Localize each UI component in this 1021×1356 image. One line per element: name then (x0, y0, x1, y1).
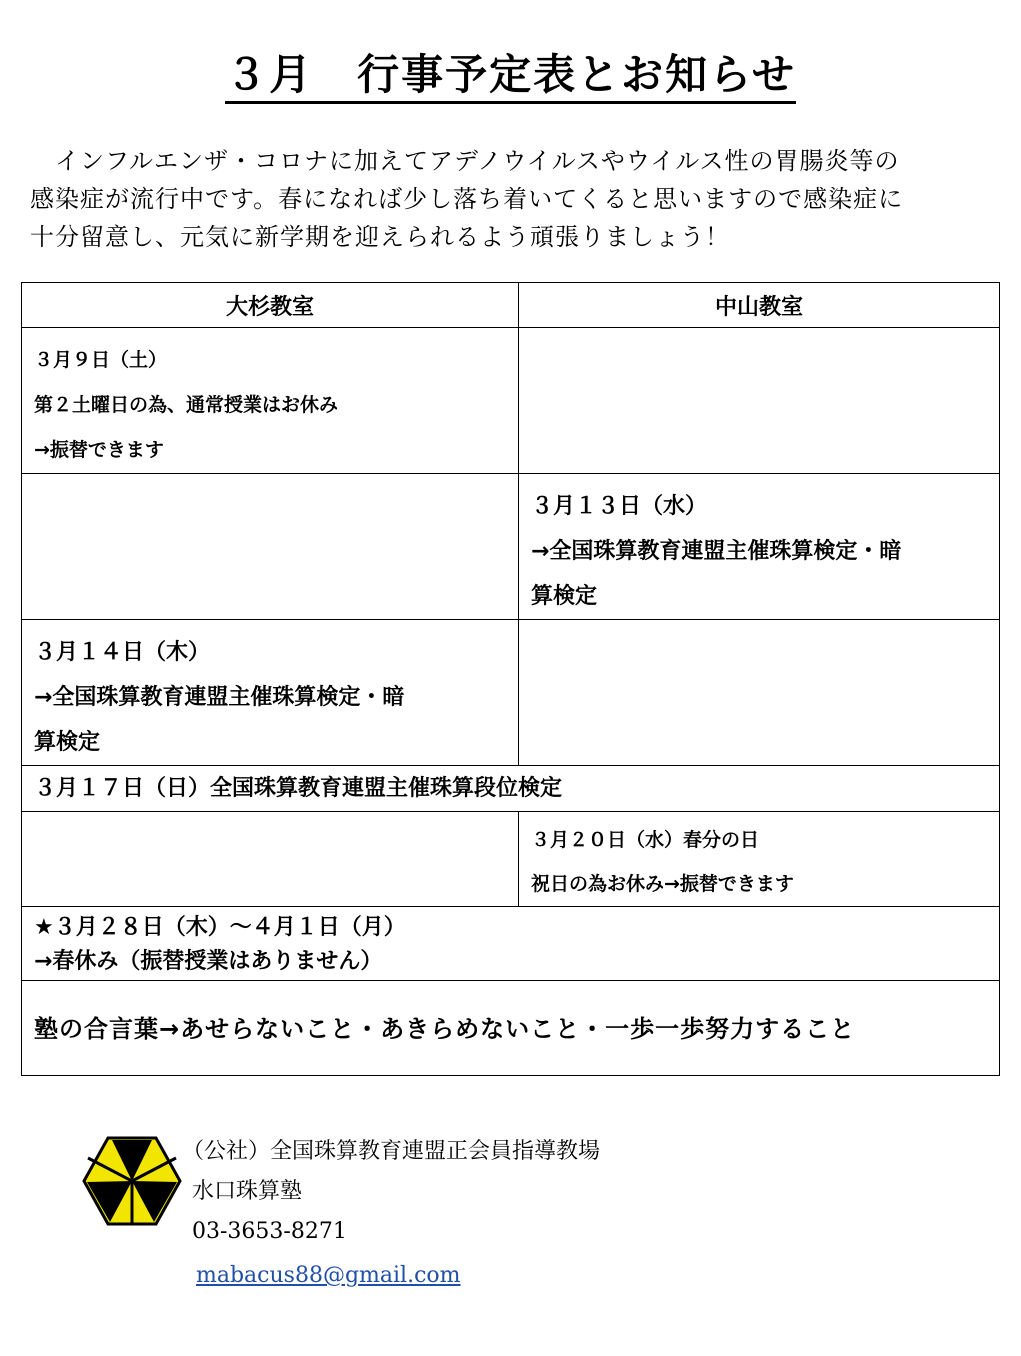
footer (82, 1134, 782, 1314)
event-text: 算検定 (34, 730, 101, 755)
phone-number: 03-3653-8271 (192, 1219, 347, 1244)
schedule-cell-osugi (22, 620, 519, 766)
event-text: →全国珠算教育連盟主催珠算検定・暗 (34, 685, 405, 710)
schedule-cell-osugi (22, 328, 519, 474)
federation-logo-icon (82, 1136, 182, 1226)
intro-text (30, 142, 995, 256)
schedule-cell-nakayama-empty (519, 620, 1000, 766)
footer-contact (182, 1134, 600, 1294)
page-title-container (0, 42, 1021, 102)
event-text: 算検定 (531, 584, 598, 609)
event-date: ３月１３日（水） (531, 494, 708, 519)
email-link[interactable]: mabacus88@gmail.com (196, 1263, 461, 1288)
event-text: →春休み（振替授業はありません） (34, 949, 383, 974)
intro-line: インフルエンザ・コロナに加えてアデノウイルスやウイルス性の胃腸炎等の (30, 147, 900, 175)
event-text: 祝日の為お休み→振替できます (531, 873, 794, 895)
table-row (22, 328, 1000, 474)
schedule-cell-osugi-empty (22, 812, 519, 907)
table-row (22, 907, 1000, 981)
motto-cell (22, 981, 1000, 1076)
event-date: ★３月２８日（木）～４月１日（月） (34, 915, 406, 940)
schedule-table (21, 282, 1000, 1076)
schedule-cell-shared (22, 766, 1000, 812)
event-date: ３月９日（土） (34, 349, 168, 371)
table-header-row (22, 283, 1000, 328)
schedule-cell-nakayama (519, 474, 1000, 620)
table-row (22, 981, 1000, 1076)
motto-text: 塾の合言葉→あせらないこと・あきらめないこと・一歩一歩努力すること (34, 1015, 856, 1043)
schedule-cell-osugi-empty (22, 474, 519, 620)
header-osugi-classroom: 大杉教室 (22, 283, 519, 328)
table-row (22, 766, 1000, 812)
event-text: ３月１７日（日）全国珠算教育連盟主催珠算段位検定 (34, 776, 563, 801)
event-date: ３月２０日（水）春分の日 (531, 829, 760, 851)
header-nakayama-classroom: 中山教室 (519, 283, 1000, 328)
table-row (22, 620, 1000, 766)
schedule-cell-nakayama (519, 812, 1000, 907)
intro-line: 十分留意し、元気に新学期を迎えられるよう頑張りましょう！ (30, 223, 730, 251)
schedule-cell-nakayama-empty (519, 328, 1000, 474)
event-text: →全国珠算教育連盟主催珠算検定・暗 (531, 539, 902, 564)
table-row (22, 474, 1000, 620)
schedule-cell-shared (22, 907, 1000, 981)
school-name: 水口珠算塾 (192, 1179, 303, 1204)
event-date: ３月１４日（木） (34, 640, 211, 665)
table-row (22, 812, 1000, 907)
event-text: 第２土曜日の為、通常授業はお休み (34, 394, 339, 416)
intro-line: 感染症が流行中です。春になれば少し落ち着いてくると思いますので感染症に (30, 185, 904, 213)
organization-name: （公社）全国珠算教育連盟正会員指導教場 (182, 1139, 601, 1164)
event-text: →振替できます (34, 439, 164, 461)
page-title: ３月 行事予定表とお知らせ (225, 50, 796, 104)
